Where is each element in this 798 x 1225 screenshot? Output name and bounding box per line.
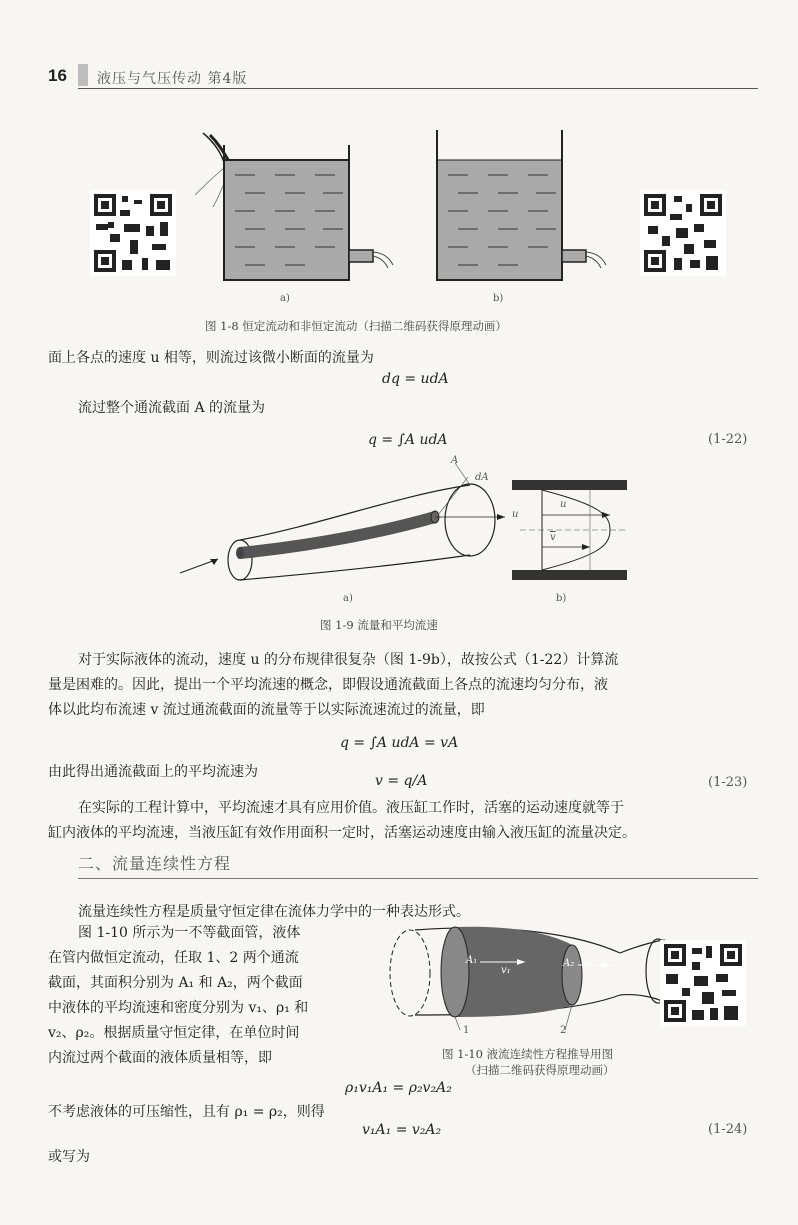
section-rule [78,878,758,879]
paragraph-8: 不考虑液体的可压缩性，且有 ρ₁ = ρ₂，则得 [48,1104,325,1120]
paragraph-6: 流量连续性方程是质量守恒定律在流体力学中的一种表达形式。 [78,904,470,920]
figure-1-10 [360,915,755,1040]
fig-1-9-caption: 图 1-9 流量和平均流速 [320,618,438,632]
paragraph-7-line-6: 内流过两个截面的液体质量相等，即 [48,1050,272,1066]
equation-1-24-number: (1-24) [708,1122,748,1137]
fig-1-10-label-1: 1 [463,1025,470,1036]
fig-1-9-label-dA: dA [475,472,489,483]
velocity-profile [512,480,627,580]
paragraph-7-line-3: 截面，其面积分别为 A₁ 和 A₂，两个截面 [48,975,303,991]
equation-1-23-number: (1-23) [708,775,748,790]
paragraph-3-line-3: 体以此均布流速 v 流过通流截面的流量等于以实际流速流过的流量，即 [48,702,485,718]
equation-mass: ρ₁v₁A₁ = ρ₂v₂A₂ [345,1080,452,1096]
fig-1-10-caption-1: 图 1-10 液流连续性方程推导用图 [442,1047,614,1061]
fig-1-9-label-v: $\overline{v}$ [550,532,556,543]
header-rule [78,88,758,89]
equation-1-23: v = q/A [375,773,428,789]
paragraph-7-line-5: v₂、ρ₂。根据质量守恒定律，在单位时间 [48,1025,300,1041]
fig-1-10-label-A1: A₁ [466,955,478,966]
header-bar [78,64,88,86]
figure-1-8 [85,115,745,315]
paragraph-1: 面上各点的速度 u 相等，则流过该微小断面的流量为 [48,350,374,366]
book-title: 液压与气压传动 第4版 [97,71,248,87]
fig-1-9-sub-a: a) [343,593,353,604]
paragraph-5-line-2: 缸内液体的平均流速，当液压缸有效作用面积一定时，活塞运动速度由输入液压缸的流量决定。 [48,825,636,841]
fig-1-8-sub-a: a) [280,293,290,304]
paragraph-2: 流过整个通流截面 A 的流量为 [78,400,266,416]
equation-dq: dq = udA [382,371,449,387]
paragraph-4: 由此得出通流截面上的平均流速为 [48,764,258,780]
paragraph-7-line-2: 在管内做恒定流动，任取 1、2 两个通流 [48,950,299,966]
qr-code-fig-1-10-icon [660,940,746,1026]
section-heading: 二、流量连续性方程 [78,856,232,873]
tank-b [437,130,606,280]
fig-1-9-label-u: u [512,509,519,520]
fig-1-9-label-u2: u [560,499,567,510]
tank-a [195,133,393,280]
equation-1-24: v₁A₁ = v₂A₂ [362,1122,442,1138]
equation-q-vA: q = ∫A udA = vA [340,735,459,751]
page-number: 16 [48,66,67,85]
fig-1-10-caption-2: （扫描二维码获得原理动画） [465,1063,615,1077]
paragraph-7-line-1: 图 1-10 所示为一不等截面管，液体 [78,925,301,941]
fig-1-8-sub-b: b) [493,293,504,304]
paragraph-3-line-1: 对于实际液体的流动，速度 u 的分布规律很复杂（图 1-9b），故按公式（1-22）计算流 [78,652,619,668]
fig-1-10-label-2: 2 [560,1025,567,1036]
paragraph-3-line-2: 量是困难的。因此，提出一个平均流速的概念，即假设通流截面上各点的流速均匀分布，液 [48,677,608,693]
equation-1-22: q = ∫A udA [368,432,448,448]
figure-1-9 [170,455,640,615]
equation-1-22-number: (1-22) [708,432,748,447]
qr-code-right-icon [640,190,726,276]
paragraph-5-line-1: 在实际的工程计算中，平均流速才具有应用价值。液压缸工作时，活塞的运动速度就等于 [78,800,624,816]
fig-1-10-label-v1: v₁ [501,965,511,976]
fig-1-9-label-A: A [451,455,459,466]
fig-1-8-caption: 图 1-8 恒定流动和非恒定流动（扫描二维码获得原理动画） [205,319,507,333]
paragraph-9: 或写为 [48,1149,90,1165]
paragraph-7-line-4: 中液体的平均流速和密度分别为 v₁、ρ₁ 和 [48,1000,309,1016]
fig-1-10-label-A2: A₂ [563,958,575,969]
fig-1-9-sub-b: b) [556,593,567,604]
qr-code-left-icon [90,190,176,276]
fig-1-10-label-v2: v₂ [583,957,593,968]
